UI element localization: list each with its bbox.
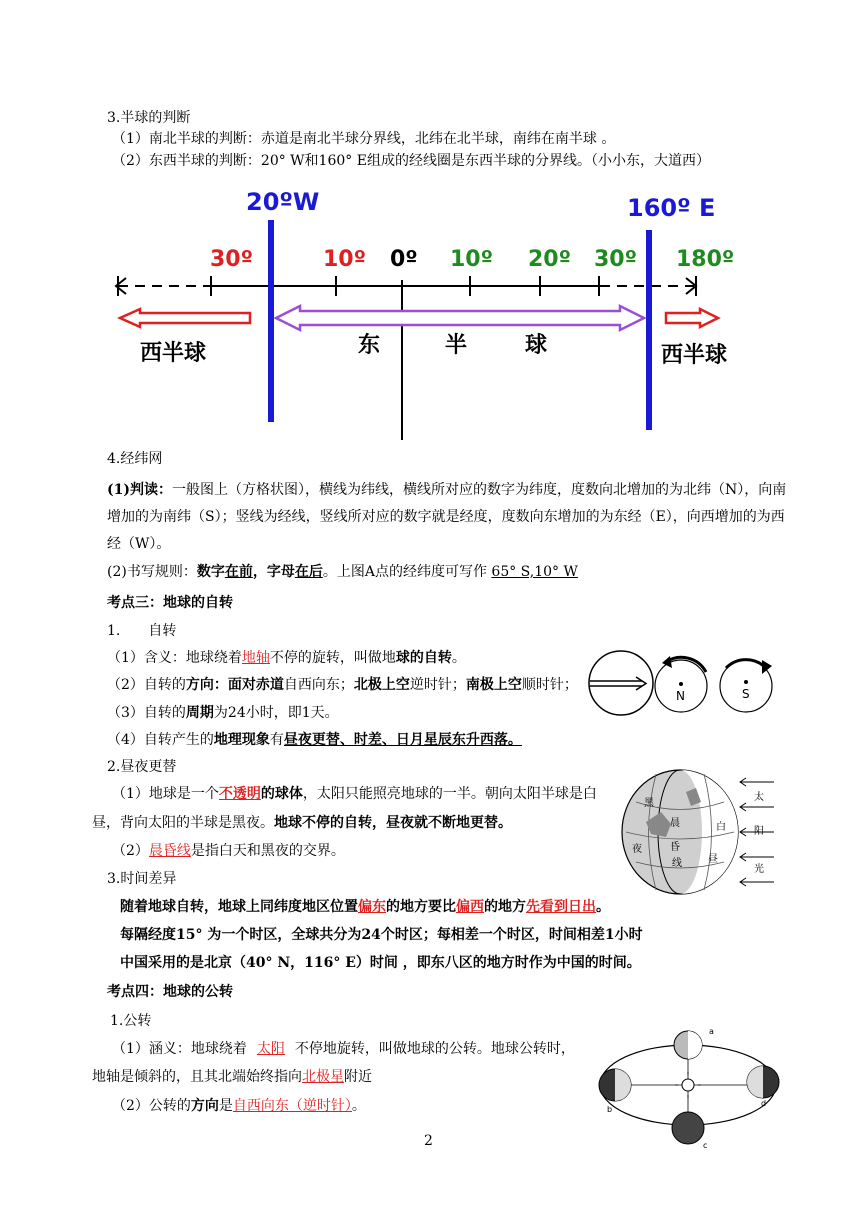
tick-label-180: 180º <box>676 247 735 272</box>
globe-label-hun: 昏 <box>670 842 680 853</box>
day-night-line-3: （2）晨昏线是指白天和黑夜的交界。 <box>112 843 345 859</box>
section-3-title: 3.半球的判断 <box>107 110 191 126</box>
rotation-line-2: （2）自转的方向：面对赤道自西向东；北极上空逆时针；南极上空顺时针； <box>107 677 578 693</box>
rotation-line-4: （4）自转产生的地理现象有昼夜更替、时差、日月星辰东升西落。 <box>107 732 522 748</box>
orbit-label-c: c <box>703 1141 708 1150</box>
globe-label-xian: 线 <box>672 858 682 869</box>
page-number: 2 <box>424 1133 433 1149</box>
revolution-subtitle: 1.公转 <box>110 1013 152 1029</box>
section-4-title: 4.经纬网 <box>107 451 163 467</box>
revolution-line-3: （2）公转的方向是自西向东（逆时针）。 <box>112 1098 366 1114</box>
section-4-para-1: (1)判读：一般图上（方格状图），横线为纬线，横线所对应的数字为纬度，度数向北增加的为北纬（N），向南增加的为南纬（S）；竖线为经线，竖线所对应的数字就是经度，度数向东增加的为东经（E），向西增加的为西经（W）。 <box>107 482 787 552</box>
section-3-line-1: （1）南北半球的判断：赤道是南北半球分界线，北纬在北半球，南纬在南半球 。 <box>112 131 616 147</box>
day-night-line-1: （1）地球是一个不透明的球体，太阳只能照亮地球的一半。朝向太阳半球是白 <box>112 786 597 802</box>
kaodian-3-title: 考点三：地球的自转 <box>107 595 233 611</box>
revolution-line-1: （1）涵义：地球绕着 太阳 不停地旋转，叫做地球的公转。地球公转时， <box>112 1041 575 1057</box>
label-east-3: 球 <box>525 333 548 358</box>
label-east-1: 东 <box>358 333 381 358</box>
tick-label-30e: 30º <box>594 247 638 272</box>
time-diff-line-2: 每隔经度15° 为一个时区，全球共分为24个时区；每相差一个时区，时间相差1小时 <box>120 927 643 943</box>
rotation-line-3: （3）自转的周期为24小时，即1天。 <box>107 705 339 721</box>
tick-label-10e: 10º <box>450 247 494 272</box>
time-diff-line-1: 随着地球自转，地球上同纬度地区位置偏东的地方要比偏西的地方先看到日出。 <box>120 899 610 915</box>
south-pole-label: S <box>742 687 750 701</box>
globe-label-zhou: 昼 <box>708 854 718 865</box>
globe-label-yang: 阳 <box>754 826 764 837</box>
label-160e: 160º E <box>627 194 716 222</box>
globe-label-bai: 白 <box>716 822 726 833</box>
time-diff-subtitle: 3.时间差异 <box>107 871 177 887</box>
tick-label-20e: 20º <box>528 247 572 272</box>
kaodian-4-title: 考点四：地球的公转 <box>107 984 233 1000</box>
globe-label-chen: 晨 <box>670 818 680 829</box>
label-west-hemisphere-right: 西半球 <box>661 343 728 368</box>
label-west-hemisphere-left: 西半球 <box>140 341 207 366</box>
orbit-label-d: d <box>761 1099 767 1108</box>
day-night-globe-figure <box>616 762 776 900</box>
time-diff-line-3: 中国采用的是北京（40° N，116° E）时间 ，即东八区的地方时作为中国的时间。 <box>120 955 641 971</box>
section-3-line-2: （2）东西半球的判断：20° W和160° E组成的经线圈是东西半球的分界线。（小小东，大道西） <box>112 153 710 169</box>
rotation-direction-figure <box>586 648 786 718</box>
north-pole-label: N <box>676 689 685 703</box>
section-4-para-2: (2)书写规则：数字在前，字母在后。上图A点的经纬度可写作 65° S,10° W <box>107 564 578 580</box>
day-night-subtitle: 2.昼夜更替 <box>107 759 177 775</box>
label-east-2: 半 <box>445 333 468 358</box>
rotation-line-1: （1）含义：地球绕着地轴不停的旋转，叫做地球的自转。 <box>107 650 466 666</box>
revolution-orbit-figure <box>593 1020 793 1150</box>
globe-label-guang: 光 <box>754 864 764 875</box>
hemisphere-diagram <box>100 180 760 440</box>
tick-label-10w: 10º <box>323 247 367 272</box>
globe-label-tai: 太 <box>754 792 764 803</box>
revolution-line-2: 地轴是倾斜的，且其北端始终指向北极星附近 <box>92 1069 372 1085</box>
day-night-line-2: 昼，背向太阳的半球是黑夜。地球不停的自转，昼夜就不断地更替。 <box>92 815 512 831</box>
label-20w: 20ºW <box>246 188 320 216</box>
tick-label-30w: 30º <box>210 247 254 272</box>
globe-label-ye: 夜 <box>632 844 642 855</box>
orbit-label-a: a <box>709 1027 714 1036</box>
globe-label-hei: 黑 <box>644 798 654 809</box>
orbit-label-b: b <box>607 1105 613 1114</box>
rotation-subtitle: 1. 自转 <box>107 623 177 639</box>
tick-label-0: 0º <box>390 247 418 272</box>
